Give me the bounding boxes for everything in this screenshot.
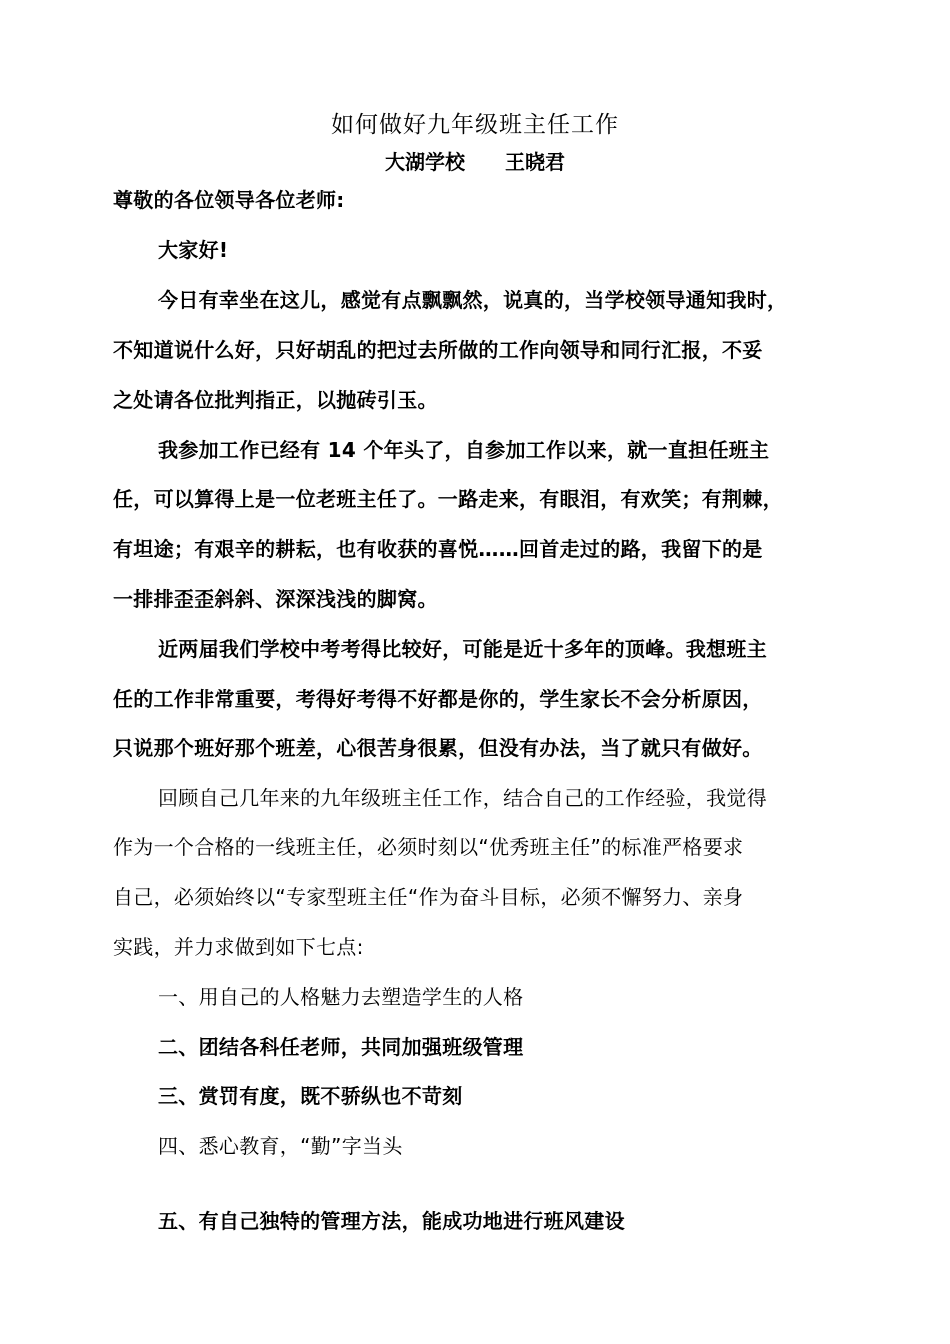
paragraph-line: 不知道说什么好，只好胡乱的把过去所做的工作向领导和同行汇报，不妥 — [113, 338, 763, 362]
paragraph-line: 任的工作非常重要，考得好考得不好都是你的，学生家长不会分析原因， — [113, 687, 763, 711]
paragraph-line: 只说那个班好那个班差，心很苦身很累，但没有办法，当了就只有做好。 — [113, 736, 763, 760]
paragraph-line: 有坦途；有艰辛的耕耘，也有收获的喜悦……回首走过的路，我留下的是 — [113, 537, 763, 561]
paragraph-line: 一排排歪歪斜斜、深深浅浅的脚窝。 — [113, 587, 438, 611]
list-item: 五、有自己独特的管理方法，能成功地进行班风建设 — [158, 1209, 625, 1233]
paragraph-line: 作为一个合格的一线班主任，必须时刻以“优秀班主任”的标准严格要求 — [113, 835, 744, 859]
document-title: 如何做好九年级班主任工作 — [331, 112, 619, 138]
greeting: 大家好! — [158, 238, 229, 262]
paragraph-line: 实践，并力求做到如下七点: — [113, 935, 364, 959]
paragraph-line: 回顾自己几年来的九年级班主任工作，结合自己的工作经验，我觉得 — [158, 786, 767, 810]
paragraph-line: 我参加工作已经有 14 个年头了，自参加工作以来，就一直担任班主 — [158, 438, 770, 462]
list-item: 三、赏罚有度，既不骄纵也不苛刻 — [158, 1084, 463, 1108]
salutation: 尊敬的各位领导各位老师: — [113, 188, 345, 212]
list-item: 一、用自己的人格魅力去塑造学生的人格 — [158, 985, 524, 1009]
list-item: 二、团结各科任老师，共同加强班级管理 — [158, 1035, 524, 1059]
paragraph-line: 今日有幸坐在这儿，感觉有点飘飘然，说真的，当学校领导通知我时， — [158, 288, 788, 312]
paragraph-line: 近两届我们学校中考考得比较好，可能是近十多年的顶峰。我想班主 — [158, 637, 767, 661]
author-byline: 大湖学校 王晓君 — [385, 150, 565, 174]
list-item: 四、悉心教育，“勤”字当头 — [158, 1134, 403, 1158]
paragraph-line: 任，可以算得上是一位老班主任了。一路走来，有眼泪，有欢笑；有荆棘， — [113, 487, 783, 511]
paragraph-line: 之处请各位批判指正，以抛砖引玉。 — [113, 388, 438, 412]
paragraph-line: 自己，必须始终以“专家型班主任“作为奋斗目标，必须不懈努力、亲身 — [113, 885, 744, 909]
